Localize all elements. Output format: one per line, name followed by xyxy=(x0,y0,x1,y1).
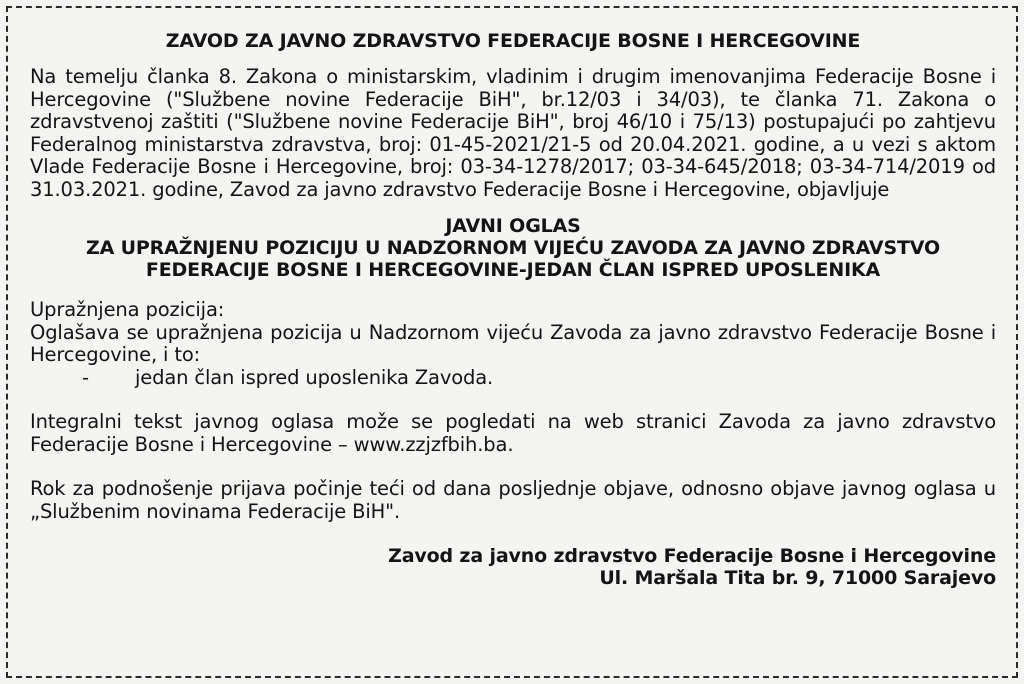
institution-heading: ZAVOD ZA JAVNO ZDRAVSTVO FEDERACIJE BOSNE I HERCEGOVINE xyxy=(165,30,861,52)
title-line-3: FEDERACIJE BOSNE I HERCEGOVINE-JEDAN ČLAN ISPRED UPOSLENIKA xyxy=(145,259,881,281)
title-line-1: JAVNI OGLAS xyxy=(445,215,581,237)
signature-address: Ul. Maršala Tita br. 9, 71000 Sarajevo xyxy=(599,567,996,589)
title-line-2: ZA UPRAŽNJENU POZICIJU U NADZORNOM VIJEĆU ZAVODA ZA JAVNO ZDRAVSTVO xyxy=(85,237,941,259)
position-label: Upražnjena pozicija: xyxy=(30,298,225,321)
position-section xyxy=(30,299,996,389)
list-item-text: jedan član ispred uposlenika Zavoda. xyxy=(135,365,494,389)
signature-institution: Zavod za javno zdravstvo Federacije Bosne i Hercegovine xyxy=(388,545,996,567)
position-text: Oglašava se upražnjena pozicija u Nadzornom vijeću Zavoda za javno zdravstvo Federacije Bosne i Hercegovine, i to: xyxy=(30,320,996,366)
list-item xyxy=(30,367,996,390)
list-bullet: - xyxy=(82,365,89,389)
signature-block xyxy=(30,545,996,589)
web-paragraph: Integralni tekst javnog oglasa može se pogledati na web stranici Zavoda za javno zdravstvo Federacije Bosne i Hercegovine – www.zzjzfbih.ba. xyxy=(30,410,996,456)
intro-paragraph: Na temelju članka 8. Zakona o ministarskim, vladinim i drugim imenovanjima Federacije Bosne i Hercegovine ("Službene novine Federacije BiH", br.12/03 i 34/03), te članka 71. Zakona o zdravstvenoj zaštiti ("Službene novine Federacije BiH", broj 46/10 i 75/13) postupajući po zahtjevu Federalnog ministarstva zdravstva, broj: 01-45-2021/21-5 od 20.04.2021. godine, a u vezi s aktom Vlade Federacije Bosne i Hercegovine, broj: 03-34-1278/2017; 03-34-645/2018; 03-34-714/2019 od 31.03.2021. godine, Zavod za javno zdravstvo Federacije Bosne i Hercegovine, objavljuje xyxy=(30,65,996,201)
announcement-title xyxy=(30,215,996,281)
deadline-paragraph: Rok za podnošenje prijava počinje teći od dana posljednje objave, odnosno objave javnog oglasa u „Službenim novinama Federacije BiH". xyxy=(30,477,996,523)
notice-content xyxy=(30,20,996,589)
